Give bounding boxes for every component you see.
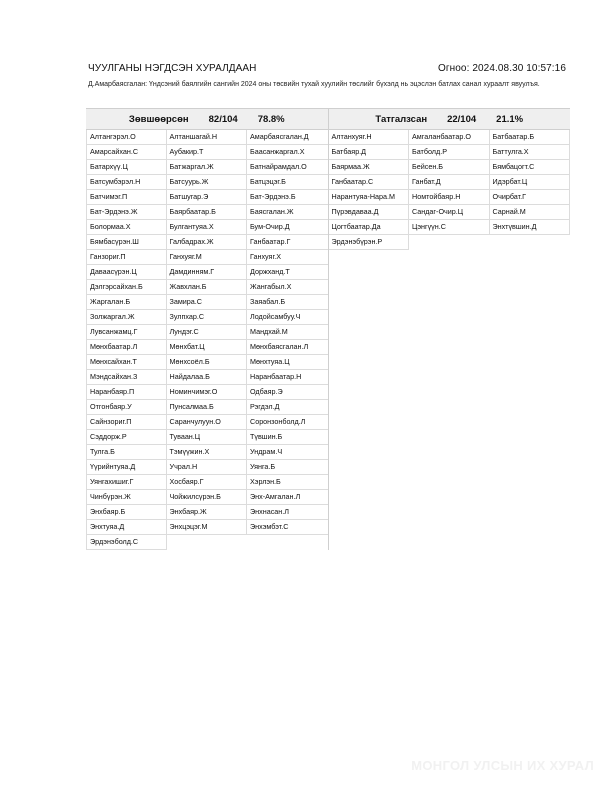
no-member-name: Эрдэнэбүрэн.Р — [329, 235, 410, 250]
yes-member-name: Мандхай.М — [247, 325, 328, 340]
vote-date: Огноо: 2024.08.30 10:57:16 — [438, 62, 566, 74]
yes-member-name: Ганзориг.П — [86, 250, 167, 265]
no-member-name: Энхтүвшин.Д — [490, 220, 571, 235]
yes-member-name: Баасанжаргал.Х — [247, 145, 328, 160]
yes-member-name: Ганхуяг.М — [167, 250, 248, 265]
no-member-name: Номтойбаяр.Н — [409, 190, 490, 205]
yes-member-name: Номинчимэг.О — [167, 385, 248, 400]
yes-member-name: Зулпхар.С — [167, 310, 248, 325]
no-label: Татгалзсан — [375, 113, 428, 125]
no-percent: 21.1% — [496, 113, 524, 125]
yes-member-name: Баярбаатар.Б — [167, 205, 248, 220]
yes-member-name: Одбаяр.Э — [247, 385, 328, 400]
yes-member-name: Заяабал.Б — [247, 295, 328, 310]
yes-member-name: Дамдинням.Г — [167, 265, 248, 280]
yes-member-name: Түвшин.Б — [247, 430, 328, 445]
yes-member-name: Уянга.Б — [247, 460, 328, 475]
yes-member-name: Чойжилсүрэн.Б — [167, 490, 248, 505]
no-member-name: Сандаг-Очир.Ц — [409, 205, 490, 220]
yes-member-name: Лодойсамбуу.Ч — [247, 310, 328, 325]
yes-member-name: Мөнхсайхан.Т — [86, 355, 167, 370]
yes-names-grid — [86, 130, 328, 550]
yes-member-name: Жаргалан.Б — [86, 295, 167, 310]
yes-member-name: Мөнхбаясгалан.Л — [247, 340, 328, 355]
yes-member-name: Тулга.Б — [86, 445, 167, 460]
yes-member-name: Аубакир.Т — [167, 145, 248, 160]
no-member-name: Нарантуяа-Нара.М — [329, 190, 410, 205]
yes-member-name: Лувсанжамц.Г — [86, 325, 167, 340]
yes-member-name: Ундрам.Ч — [247, 445, 328, 460]
yes-member-name: Галбадрах.Ж — [167, 235, 248, 250]
no-member-name: Пүрэвдаваа.Д — [329, 205, 410, 220]
no-member-name: Очирбат.Г — [490, 190, 571, 205]
yes-member-name: Сайнзориг.П — [86, 415, 167, 430]
yes-member-name: Жавхлан.Б — [167, 280, 248, 295]
yes-member-name: Энхтуяа.Д — [86, 520, 167, 535]
yes-member-name: Отгонбаяр.У — [86, 400, 167, 415]
yes-member-name: Батшугар.Э — [167, 190, 248, 205]
yes-member-name: Хосбаяр.Г — [167, 475, 248, 490]
yes-member-name: Сэддорж.Р — [86, 430, 167, 445]
yes-member-name: Даваасүрэн.Ц — [86, 265, 167, 280]
yes-member-name: Мөнхсоёл.Б — [167, 355, 248, 370]
yes-member-name: Наранбаяр.П — [86, 385, 167, 400]
yes-member-name: Доржханд.Т — [247, 265, 328, 280]
no-member-name: Ганбаатар.С — [329, 175, 410, 190]
yes-member-name: Алтангэрэл.О — [86, 130, 167, 145]
yes-member-name: Туваан.Ц — [167, 430, 248, 445]
yes-member-name: Бат-Эрдэнэ.Б — [247, 190, 328, 205]
yes-member-name: Пунсалмаа.Б — [167, 400, 248, 415]
yes-member-name: Энхнасан.Л — [247, 505, 328, 520]
no-member-name: Идэрбат.Ц — [490, 175, 571, 190]
yes-member-name: Мэндсайхан.З — [86, 370, 167, 385]
yes-member-name: Золжаргал.Ж — [86, 310, 167, 325]
yes-member-name: Булгантуяа.Х — [167, 220, 248, 235]
yes-member-name: Батархүү.Ц — [86, 160, 167, 175]
no-member-name: Батболд.Р — [409, 145, 490, 160]
motion-text: Д.Амарбаясгалан: Үндсэний баялгийн сангийн 2024 оны төсвийн тухай хуулийн төслийг бүхэлд нь эцэслэн батлах санал хураалт явуулъя. — [88, 81, 540, 88]
yes-member-name: Замира.С — [167, 295, 248, 310]
yes-member-name: Саранчулуун.О — [167, 415, 248, 430]
yes-member-name: Үүрийнтуяа.Д — [86, 460, 167, 475]
yes-panel — [86, 108, 329, 550]
yes-percent: 78.8% — [257, 113, 285, 125]
no-member-name: Баярмаа.Ж — [329, 160, 410, 175]
no-member-name: Сарнай.М — [490, 205, 571, 220]
yes-member-name: Мөнхтуяа.Ц — [247, 355, 328, 370]
yes-member-name: Мөнхбат.Ц — [167, 340, 248, 355]
yes-member-name: Соронзонболд.Л — [247, 415, 328, 430]
yes-member-name: Энхэмбэт.С — [247, 520, 328, 535]
yes-member-name: Тэмүүжин.Х — [167, 445, 248, 460]
no-member-name: Алтанхуяг.Н — [329, 130, 410, 145]
watermark: МОНГОЛ УЛСЫН ИХ ХУРАЛ — [411, 758, 594, 773]
yes-member-name: Мөнхбаатар.Л — [86, 340, 167, 355]
yes-member-name: Энх-Амгалан.Л — [247, 490, 328, 505]
yes-member-name: Бямбасүрэн.Ш — [86, 235, 167, 250]
no-member-name: Амгаланбаатар.О — [409, 130, 490, 145]
yes-member-name: Жангабыл.Х — [247, 280, 328, 295]
yes-member-name: Чинбүрэн.Ж — [86, 490, 167, 505]
yes-member-name: Батсумбэрэл.Н — [86, 175, 167, 190]
document-header — [88, 61, 566, 75]
yes-member-name: Энхбаяр.Ж — [167, 505, 248, 520]
no-member-name: Батбаяр.Д — [329, 145, 410, 160]
yes-member-name: Бат-Эрдэнэ.Ж — [86, 205, 167, 220]
yes-member-name: Рэгдэл.Д — [247, 400, 328, 415]
yes-member-name: Болормаа.Х — [86, 220, 167, 235]
yes-member-name: Батцэцэг.Б — [247, 175, 328, 190]
yes-label: Зөвшөөрсөн — [128, 113, 189, 125]
yes-member-name: Батсуурь.Ж — [167, 175, 248, 190]
yes-member-name: Учрал.Н — [167, 460, 248, 475]
no-member-name: Баттулга.Х — [490, 145, 571, 160]
no-member-name: Бямбацогт.С — [490, 160, 571, 175]
no-member-name: Цэнгүүн.С — [409, 220, 490, 235]
no-member-name: Цогтбаатар.Да — [329, 220, 410, 235]
vote-results — [86, 108, 570, 550]
yes-member-name: Батжаргал.Ж — [167, 160, 248, 175]
no-member-name: Ганбат.Д — [409, 175, 490, 190]
no-count: 22/104 — [447, 113, 477, 125]
session-title: ЧУУЛГАНЫ НЭГДСЭН ХУРАЛДААН — [88, 62, 257, 74]
yes-member-name: Энхбаяр.Б — [86, 505, 167, 520]
yes-member-name: Эрдэнэболд.С — [86, 535, 167, 550]
yes-panel-header — [86, 108, 328, 130]
yes-member-name: Лундэг.С — [167, 325, 248, 340]
yes-member-name: Ганбаатар.Г — [247, 235, 328, 250]
yes-member-name: Наранбаатар.Н — [247, 370, 328, 385]
yes-member-name: Батчимэг.П — [86, 190, 167, 205]
yes-count: 82/104 — [208, 113, 238, 125]
yes-member-name: Амарсайхан.С — [86, 145, 167, 160]
yes-member-name: Алтаншагай.Н — [167, 130, 248, 145]
yes-member-name: Найдалаа.Б — [167, 370, 248, 385]
no-panel — [329, 108, 571, 250]
yes-member-name: Дэлгэрсайхан.Б — [86, 280, 167, 295]
no-names-grid — [329, 130, 571, 250]
no-member-name: Бейсен.Б — [409, 160, 490, 175]
yes-member-name: Хэрлэн.Б — [247, 475, 328, 490]
yes-member-name: Ганхуяг.Х — [247, 250, 328, 265]
yes-member-name: Батнайрамдал.О — [247, 160, 328, 175]
yes-member-name: Энхцэцэг.М — [167, 520, 248, 535]
yes-member-name: Баясгалан.Ж — [247, 205, 328, 220]
yes-member-name: Бум-Очир.Д — [247, 220, 328, 235]
no-panel-header — [329, 108, 571, 130]
yes-member-name: Амарбаясгалан.Д — [247, 130, 328, 145]
no-member-name: Батбаатар.Б — [490, 130, 571, 145]
yes-member-name: Уянгахишиг.Г — [86, 475, 167, 490]
